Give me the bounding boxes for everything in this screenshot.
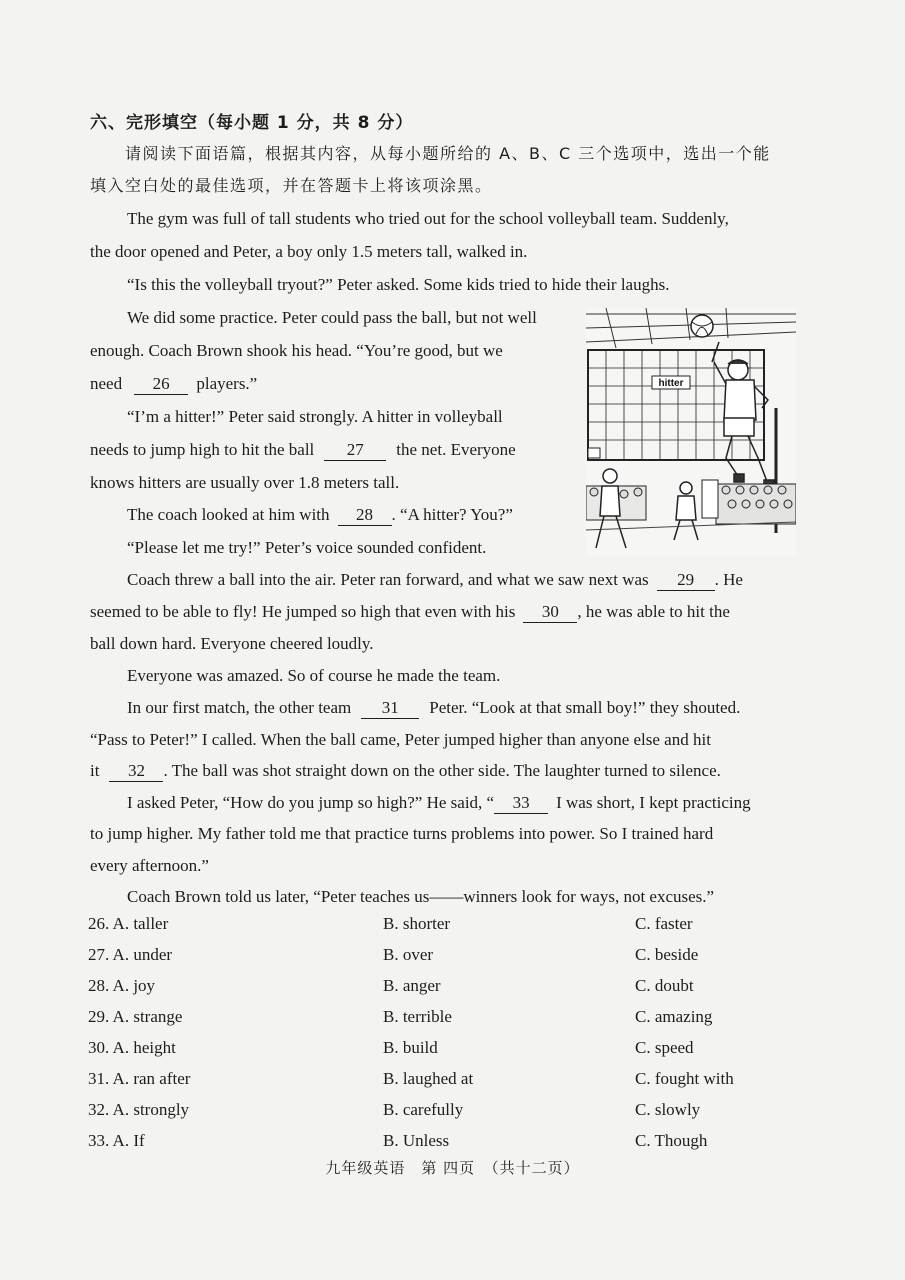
text-segment: Peter. “Look at that small boy!” they shouted. xyxy=(429,698,741,717)
text-segment: . “A hitter? You?” xyxy=(391,505,513,524)
option-26-b: B. shorter xyxy=(383,914,451,933)
option-30-a: 30. A. height xyxy=(88,1038,176,1057)
option-28-b: B. anger xyxy=(383,976,441,995)
passage-p5 xyxy=(127,504,513,526)
text-segment: the net. Everyone xyxy=(396,440,516,459)
passage-p9-line-2: “Pass to Peter!” I called. When the ball came, Peter jumped higher than anyone else and hit xyxy=(90,730,711,749)
text-segment: I was short, I kept practicing xyxy=(556,793,751,812)
blank-28: 28 xyxy=(338,505,392,526)
option-33-b: B. Unless xyxy=(383,1131,450,1150)
option-28-c: C. doubt xyxy=(635,976,694,995)
instructions-line-1: 请阅读下面语篇，根据其内容，从每小题所给的 A、B、C 三个选项中，选出一个能 xyxy=(125,144,771,163)
text-segment: . The ball was shot straight down on the other side. The laughter turned to silence. xyxy=(163,761,721,780)
passage-p1-line-1: The gym was full of tall students who tried out for the school volleyball team. Suddenly, xyxy=(127,209,729,228)
option-33-a: 33. A. If xyxy=(88,1131,145,1150)
option-29-a: 29. A. strange xyxy=(88,1007,183,1026)
text-segment: need xyxy=(90,374,123,393)
passage-p4-line-1: “I’m a hitter!” Peter said strongly. A hitter in volleyball xyxy=(127,407,503,426)
blank-33: 33 xyxy=(494,793,548,814)
passage-p9-line-3 xyxy=(90,760,721,782)
text-segment: players.” xyxy=(196,374,258,393)
blank-27: 27 xyxy=(324,440,386,461)
option-29-b: B. terrible xyxy=(383,1007,452,1026)
blank-26: 26 xyxy=(134,374,188,395)
passage-p8: Everyone was amazed. So of course he made the team. xyxy=(127,666,501,685)
blank-31: 31 xyxy=(361,698,419,719)
option-32-b: B. carefully xyxy=(383,1100,464,1119)
option-26-a: 26. A. taller xyxy=(88,914,169,933)
text-segment: seemed to be able to fly! He jumped so high that even with his xyxy=(90,602,516,621)
option-31-a: 31. A. ran after xyxy=(88,1069,191,1088)
text-segment: needs to jump high to hit the ball xyxy=(90,440,315,459)
passage-p4-line-3: knows hitters are usually over 1.8 meters tall. xyxy=(90,473,400,492)
text-segment: , he was able to hit the xyxy=(577,602,730,621)
option-26-c: C. faster xyxy=(635,914,693,933)
blank-30: 30 xyxy=(523,602,577,623)
passage-p7-line-3: ball down hard. Everyone cheered loudly. xyxy=(90,634,374,653)
instructions-line-2: 填入空白处的最佳选项，并在答题卡上将该项涂黑。 xyxy=(90,176,493,195)
option-31-b: B. laughed at xyxy=(383,1069,474,1088)
passage-p9-line-1 xyxy=(127,697,740,719)
option-28-a: 28. A. joy xyxy=(88,976,156,995)
passage-p6: “Please let me try!” Peter’s voice sounded confident. xyxy=(127,538,487,557)
option-30-b: B. build xyxy=(383,1038,438,1057)
gym-door xyxy=(702,480,718,518)
passage-p2: “Is this the volleyball tryout?” Peter asked. Some kids tried to hide their laughs. xyxy=(127,275,670,294)
passage-p3-line-2: enough. Coach Brown shook his head. “You’re good, but we xyxy=(90,341,503,360)
passage-p7-line-2 xyxy=(90,601,730,623)
volleyball-illustration xyxy=(586,308,796,556)
basketball-hoop xyxy=(588,448,600,458)
passage-p3-line-1: We did some practice. Peter could pass the ball, but not well xyxy=(127,308,537,327)
option-27-a: 27. A. under xyxy=(88,945,173,964)
hitter-label: hitter xyxy=(658,378,684,389)
text-segment: In our first match, the other team xyxy=(127,698,352,717)
passage-p11: Coach Brown told us later, “Peter teaches us——winners look for ways, not excuses.” xyxy=(127,887,715,906)
passage-p10-line-1 xyxy=(127,792,751,814)
passage-p7-line-1 xyxy=(127,569,743,591)
blank-32: 32 xyxy=(109,761,163,782)
option-30-c: C. speed xyxy=(635,1038,694,1057)
text-segment: . He xyxy=(714,570,743,589)
option-31-c: C. fought with xyxy=(635,1069,734,1088)
text-segment: Coach threw a ball into the air. Peter ran forward, and what we saw next was xyxy=(127,570,649,589)
text-segment: The coach looked at him with xyxy=(127,505,330,524)
page-footer: 九年级英语 第 四页 （共十二页） xyxy=(325,1159,580,1177)
option-32-c: C. slowly xyxy=(635,1100,701,1119)
option-29-c: C. amazing xyxy=(635,1007,713,1026)
option-33-c: C. Though xyxy=(635,1131,708,1150)
option-27-c: C. beside xyxy=(635,945,699,964)
text-segment: I asked Peter, “How do you jump so high?” He said, “ xyxy=(127,793,495,812)
option-27-b: B. over xyxy=(383,945,434,964)
blank-29: 29 xyxy=(657,570,715,591)
option-32-a: 32. A. strongly xyxy=(88,1100,190,1119)
passage-p10-line-3: every afternoon.” xyxy=(90,856,209,875)
text-segment: it xyxy=(90,761,100,780)
section-title: 六、完形填空（每小题 1 分，共 8 分） xyxy=(90,113,414,133)
passage-p10-line-2: to jump higher. My father told me that practice turns problems into power. So I trained hard xyxy=(90,824,714,843)
passage-p4-line-2 xyxy=(90,439,516,461)
passage-p1-line-2: the door opened and Peter, a boy only 1.5 meters tall, walked in. xyxy=(90,242,528,261)
passage-p3-line-3 xyxy=(90,373,257,395)
